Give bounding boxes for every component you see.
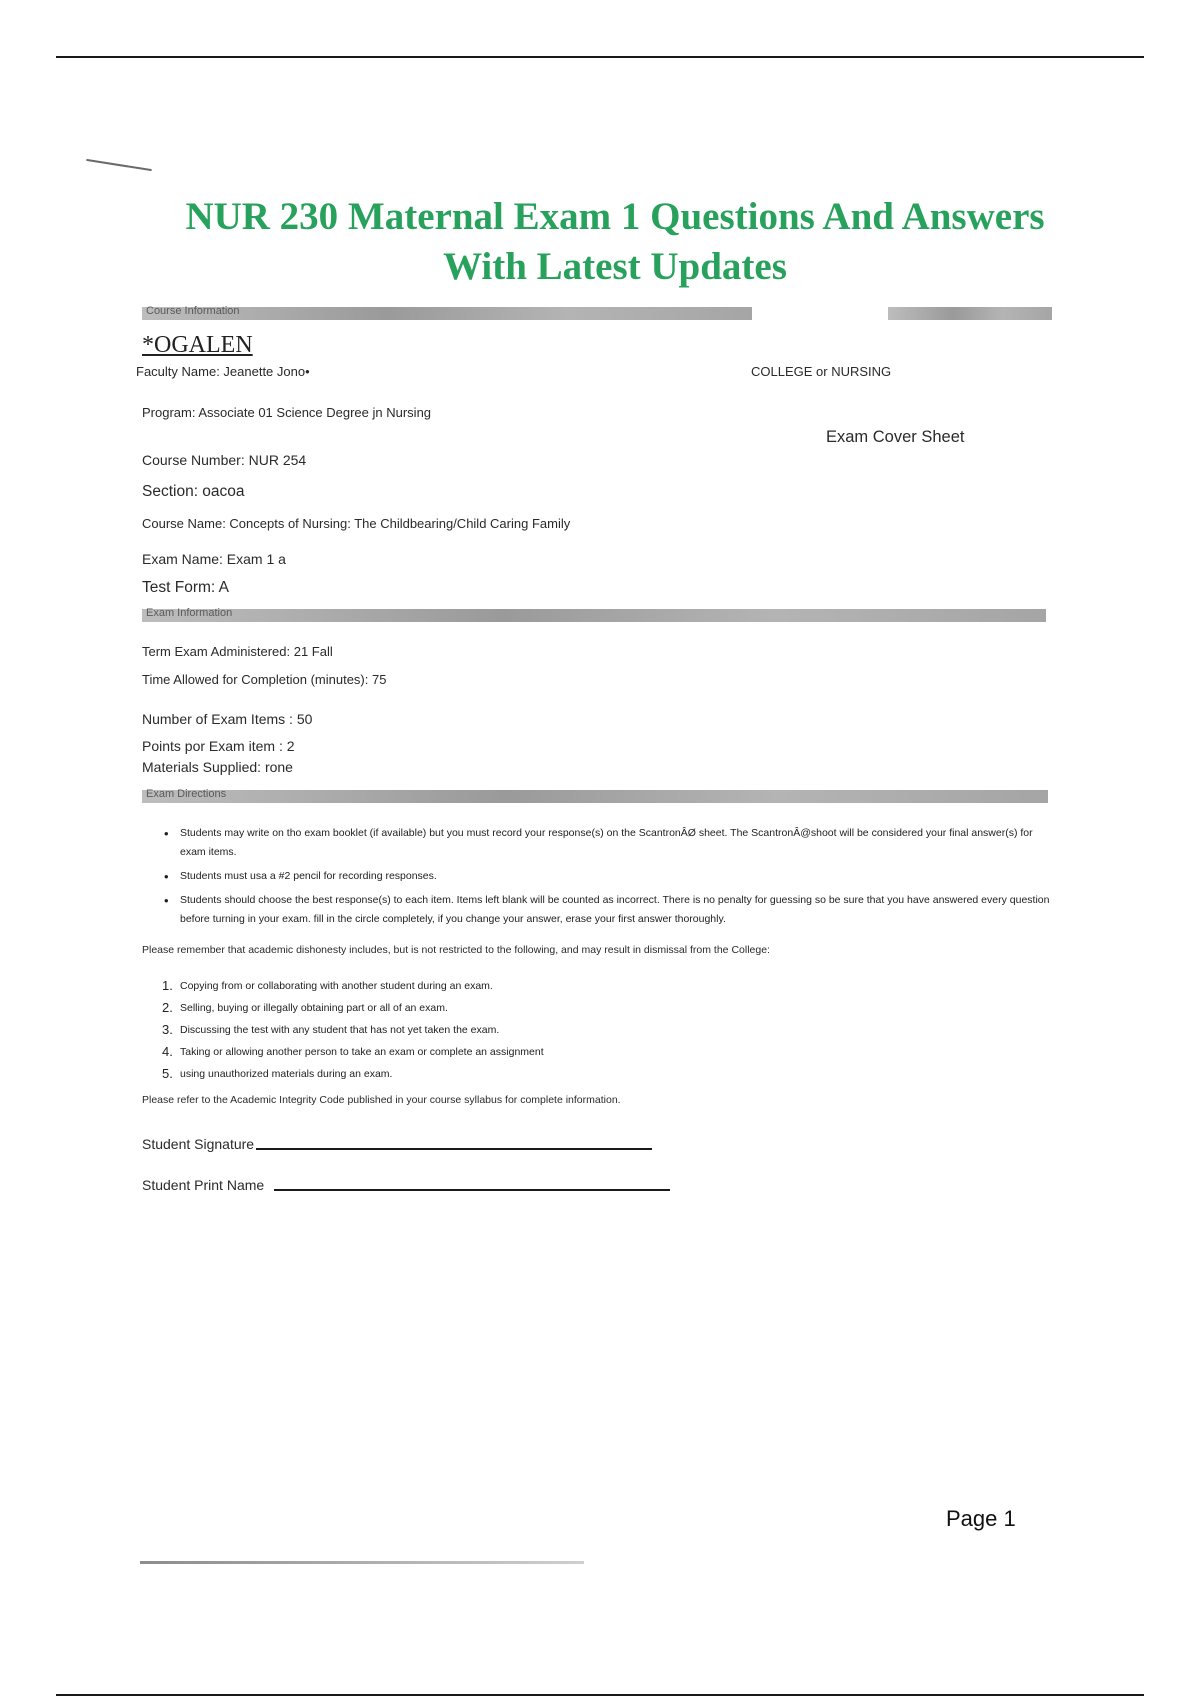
signature-label: Student Signature [142,1136,255,1152]
signature-line [256,1148,652,1150]
course-name: Course Name: Concepts of Nursing: The Childbearing/Child Caring Family [142,516,571,531]
dishonesty-item [162,1019,544,1041]
dishonesty-item-number: 3. [162,1022,173,1037]
points-per-item: Points por Exam item : 2 [142,738,295,754]
program: Program: Associate 01 Science Degree jn Nursing [142,405,432,420]
exam-info-label: Exam Information [146,607,233,619]
page-number: Page 1 [946,1506,1016,1531]
dishonesty-item-number: 2. [162,1000,173,1015]
dishonesty-item [162,997,544,1019]
scan-footer-line [140,1561,584,1564]
dishonesty-item-number: 5. [162,1066,173,1081]
dishonesty-intro: Please remember that academic dishonesty includes, but is not restricted to the following, and may result in dismissal from the College: [142,944,770,956]
exam-name: Exam Name: Exam 1 a [142,551,286,567]
materials-supplied: Materials Supplied: rone [142,759,293,775]
cover-sheet-label: Exam Cover Sheet [826,428,965,446]
course-info-bar [142,307,752,320]
title-line-1: NUR 230 Maternal Exam 1 Questions And Answers [185,195,1045,238]
department-name: *OGALEN [142,332,253,358]
dishonesty-item [162,975,544,997]
exam-info-bar [142,609,1046,622]
course-info-bar-right [888,307,1052,320]
dishonesty-list [162,975,544,1085]
integrity-note: Please refer to the Academic Integrity Code published in your course syllabus for complete information. [142,1094,621,1106]
dishonesty-item-text: Copying from or collaborating with another student during an exam. [180,980,493,992]
dishonesty-item-text: using unauthorized materials during an exam. [180,1068,393,1080]
dishonesty-item-number: 1. [162,978,173,993]
print-name-line [274,1189,670,1191]
exam-directions-bar [142,790,1048,803]
scan-mark [86,159,152,171]
number-of-items: Number of Exam Items : 50 [142,711,313,727]
course-info-label: Course Information [146,305,240,317]
section: Section: oacoa [142,483,245,500]
dishonesty-item-number: 4. [162,1044,173,1059]
time-allowed: Time Allowed for Completion (minutes): 75 [142,672,387,687]
directions-list [162,824,1052,934]
faculty-name: Faculty Name: Jeanette Jono• [136,364,310,379]
direction-item: • Students may write on tho exam booklet (if available) but you must record your response(s) on the ScantronÂØ sheet. The ScantronÂ@shoot will be considered your final answer(s) for exam items. [162,824,1052,862]
exam-directions-label: Exam Directions [146,788,227,800]
dishonesty-item-text: Taking or allowing another person to take an exam or complete an assignment [180,1046,544,1058]
test-form: Test Form: A [142,579,229,596]
course-number: Course Number: NUR 254 [142,452,307,468]
dishonesty-item [162,1041,544,1063]
print-name-label: Student Print Name [142,1177,265,1193]
college-name: COLLEGE or NURSING [751,364,892,379]
title-line-2: With Latest Updates [443,245,787,288]
dishonesty-item-text: Discussing the test with any student that has not yet taken the exam. [180,1024,500,1036]
direction-item: • Students should choose the best response(s) to each item. Items left blank will be counted as incorrect. There is no penalty for guessing so be sure that you have answered every question before turning in your exam. fill in the circle completely, if you change your answer, erase your first answer thoroughly. [162,891,1052,929]
dishonesty-item-text: Selling, buying or illegally obtaining part or all of an exam. [180,1002,448,1014]
document-title [120,192,1110,292]
term: Term Exam Administered: 21 Fall [142,644,333,659]
bottom-rule [56,1694,1144,1696]
dishonesty-item [162,1063,544,1085]
top-rule [56,56,1144,58]
direction-item: • Students must usa a #2 pencil for recording responses. [162,867,1052,886]
